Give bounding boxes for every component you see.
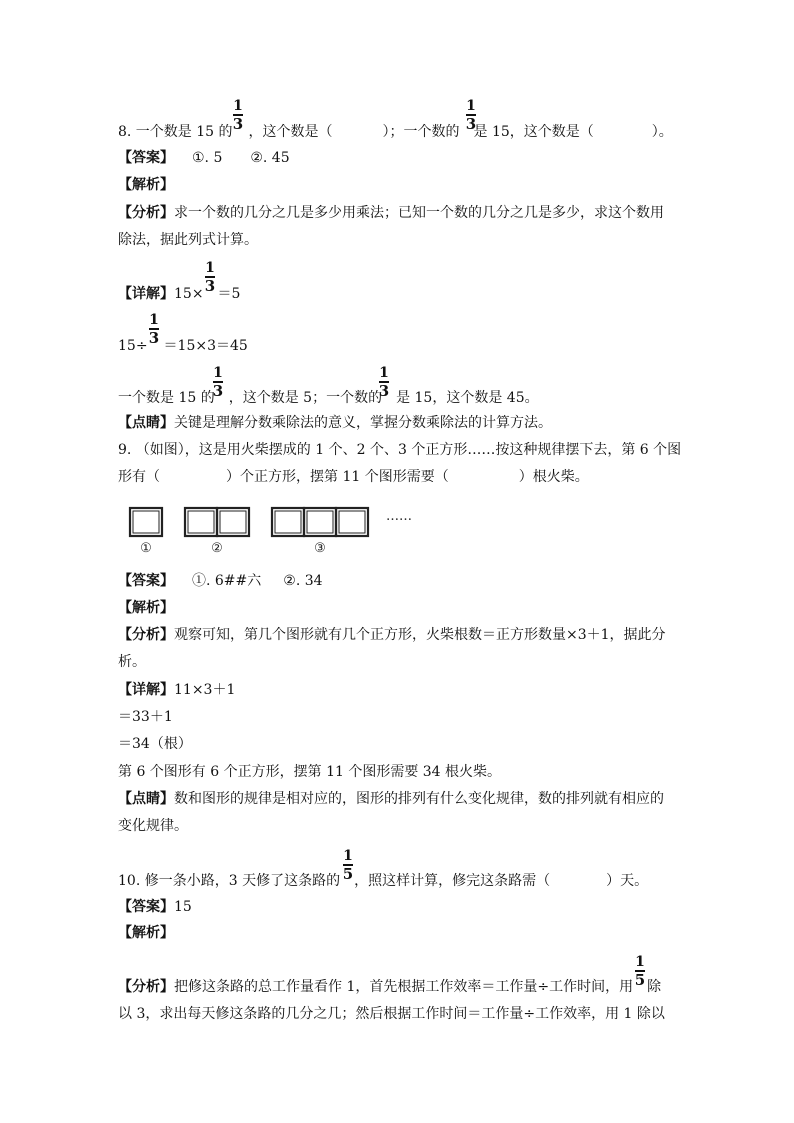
- q8-conclusion: 一个数是 15 的 ，这个数是 5；一个数的 是 15，这个数是 45。: [118, 390, 539, 406]
- square-3b-inner: [307, 511, 333, 533]
- fraction-one-fifth: 1 5: [634, 954, 646, 989]
- q8-detail-1: 【详解】15× ＝5: [118, 286, 241, 302]
- q9-answer: 【答案】 ①. 6##六 ②. 34: [118, 573, 323, 589]
- q9-detail-3: ＝34（根）: [118, 736, 192, 752]
- fraction-one-third: 1 3: [378, 365, 390, 400]
- square-3a-inner: [275, 511, 301, 533]
- q10-analysis: 【分析】把修这条路的总工作量看作 1，首先根据工作效率＝工作量÷工作时间，用 除: [118, 979, 662, 995]
- fraction-one-fifth: 1 5: [342, 848, 354, 883]
- fraction-one-third: 1 3: [212, 365, 224, 400]
- square-2b: [217, 508, 249, 536]
- square-2b-inner: [220, 511, 246, 533]
- q10-answer: 【答案】15: [118, 899, 192, 915]
- square-1-inner: [133, 511, 159, 533]
- q10-question: 10. 修一条小路，3 天修了这条路的 ，照这样计算，修完这条路需（ ）天。: [118, 873, 649, 889]
- q9-tip-cont: 变化规律。: [118, 818, 188, 834]
- q9-jiexi: 【解析】: [118, 600, 174, 616]
- q8-question: 8. 一个数是 15 的 ，这个数是（ ）；一个数的 是 15，这个数是（ ）。: [118, 124, 673, 140]
- q9-question: 9. （如图），这是用火柴摆成的 1 个、2 个、3 个正方形……按这种规律摆下去，第 6 个图: [118, 442, 682, 458]
- figure-label-3: ③: [314, 541, 326, 556]
- q8-analysis-cont: 除法，据此列式计算。: [118, 232, 258, 248]
- square-3a: [272, 508, 304, 536]
- figure-label-1: ①: [140, 541, 152, 556]
- fraction-one-third: 1 3: [204, 260, 216, 295]
- fraction-one-third: 1 3: [148, 312, 160, 347]
- q9-analysis: 【分析】观察可知，第几个图形就有几个正方形，火柴根数＝正方形数量×3＋1，据此分: [118, 627, 666, 643]
- square-3c-inner: [339, 511, 365, 533]
- q10-analysis-cont: 以 3，求出每天修这条路的几分之几；然后根据工作时间＝工作量÷工作效率，用 1 除以: [118, 1006, 665, 1022]
- fraction-one-third: 1 3: [465, 98, 477, 133]
- q9-conclusion: 第 6 个图形有 6 个正方形，摆第 11 个图形需要 34 根火柴。: [118, 764, 502, 780]
- square-2a: [185, 508, 217, 536]
- q8-analysis: 【分析】求一个数的几分之几是多少用乘法；已知一个数的几分之几是多少，求这个数用: [118, 205, 664, 221]
- q10-jiexi: 【解析】: [118, 925, 174, 941]
- q9-detail: 【详解】11×3＋1: [118, 682, 236, 698]
- square-2a-inner: [188, 511, 214, 533]
- fraction-one-third: 1 3: [232, 98, 244, 133]
- q9-analysis-cont: 析。: [118, 654, 146, 670]
- square-3c: [336, 508, 368, 536]
- q8-jiexi: 【解析】: [118, 177, 174, 193]
- q9-question-cont: 形有（ ）个正方形，摆第 11 个图形需要（ ）根火柴。: [118, 469, 589, 485]
- q8-tip: 【点睛】关键是理解分数乘除法的意义，掌握分数乘除法的计算方法。: [118, 415, 552, 431]
- square-3b: [304, 508, 336, 536]
- q8-answer: 【答案】 ①. 5 ②. 45: [118, 150, 290, 166]
- figure-ellipsis: ……: [386, 509, 412, 524]
- q8-detail-2: 15÷ ＝15×3＝45: [118, 338, 248, 354]
- matchstick-figure: [120, 496, 440, 560]
- figure-label-2: ②: [211, 541, 223, 556]
- q9-tip: 【点睛】数和图形的规律是相对应的，图形的排列有什么变化规律，数的排列就有相应的: [118, 791, 664, 807]
- q9-detail-2: ＝33＋1: [118, 709, 173, 725]
- square-1: [130, 508, 162, 536]
